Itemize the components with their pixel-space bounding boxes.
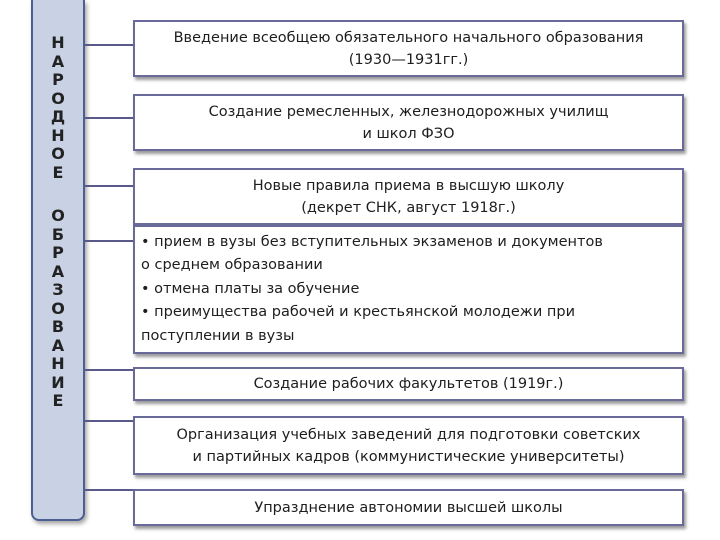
vertical-letter: Д [50, 107, 66, 126]
vertical-letter: В [51, 317, 65, 336]
box-text: • отмена платы за обучение [141, 280, 360, 297]
vertical-letter: О [51, 298, 65, 318]
connector-line [85, 185, 133, 187]
vertical-letter: Н [51, 354, 65, 373]
vertical-letter: Е [52, 162, 64, 182]
vertical-word-obrazovanie [51, 207, 65, 411]
vertical-letter: О [51, 144, 65, 163]
vertical-title-bar [31, 0, 85, 521]
connector-line [85, 489, 133, 491]
vertical-letter: А [51, 261, 65, 281]
connector-line [85, 44, 133, 46]
box-text: (декрет СНК, август 1918г.) [301, 199, 516, 216]
box-text: Новые правила приема в высшую школу [252, 177, 565, 194]
vertical-letter: Е [52, 391, 64, 410]
box-text: о среднем образовании [141, 257, 323, 274]
vertical-word-narodnoe [51, 34, 65, 182]
box-admission-rules [133, 168, 684, 225]
vertical-letter: Р [52, 243, 64, 262]
box-text: поступлении в вузы [141, 327, 295, 344]
box-text: и партийных кадров (коммунистические университеты) [192, 448, 625, 465]
box-vocational-schools [133, 94, 684, 151]
box-text: Создание ремесленных, железнодорожных училищ [208, 103, 609, 120]
box-universal-education [133, 20, 684, 77]
box-text: Создание рабочих факультетов (1919г.) [253, 376, 564, 392]
box-text: Введение всеобщею обязательного начального образования [173, 29, 644, 46]
vertical-letter: З [52, 280, 64, 299]
box-workers-faculties [133, 367, 684, 401]
vertical-letter: Н [51, 125, 65, 145]
vertical-letter: И [51, 372, 65, 392]
box-text: • прием в вузы без вступительных экзаменов и документов [141, 233, 603, 250]
connector-line [85, 117, 133, 119]
vertical-letter: О [51, 88, 65, 108]
box-party-cadres [133, 416, 684, 475]
connector-line [85, 240, 133, 242]
vertical-letter: А [51, 335, 65, 355]
box-admission-details [133, 225, 684, 354]
box-text: (1930—1931гг.) [348, 51, 469, 68]
vertical-letter: А [51, 51, 65, 71]
box-text: • преимущества рабочей и крестьянской молодежи при [141, 304, 575, 321]
connector-line [85, 420, 133, 422]
box-text: и школ ФЗО [362, 125, 455, 142]
connector-line [85, 369, 133, 371]
box-text: Упразднение автономии высшей школы [254, 499, 563, 516]
vertical-letter: Н [51, 33, 65, 52]
vertical-letter: Б [51, 224, 65, 244]
vertical-letter: О [51, 206, 65, 225]
vertical-letter: Р [52, 70, 64, 89]
box-text: Организация учебных заведений для подготовки советских [176, 426, 641, 443]
box-autonomy-abolition [133, 489, 684, 526]
